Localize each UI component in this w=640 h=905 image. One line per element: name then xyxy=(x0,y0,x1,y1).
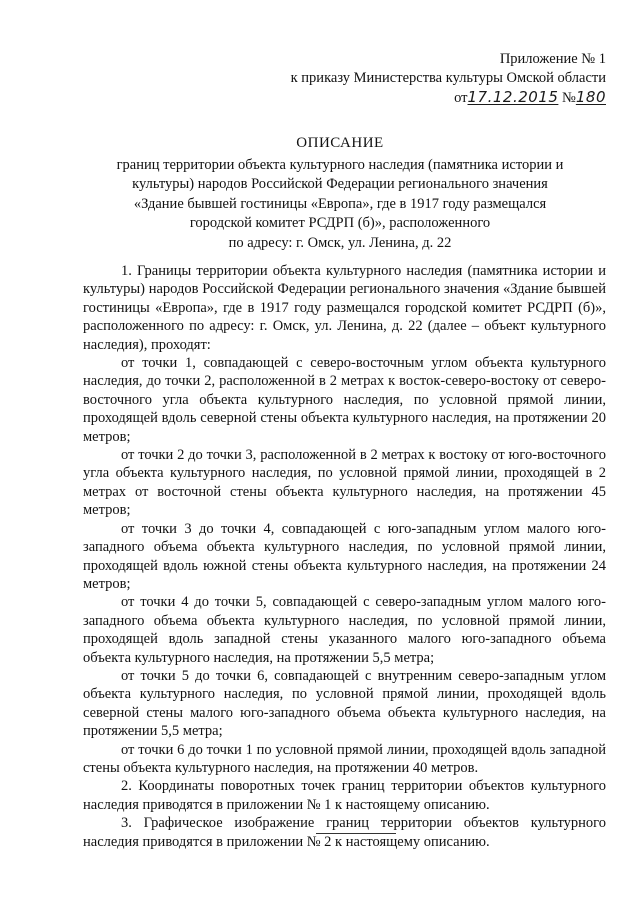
appendix-number: Приложение № 1 xyxy=(499,51,606,67)
title-line: городской комитет РСДРП (б)», расположенного xyxy=(189,215,491,231)
paragraph-segment-2-3: от точки 2 до точки 3, расположенной в 2 метрах к востоку от юго-восточного угла объекта культурного наследия, по условной прямой линии, проходящей в 2 метрах от восточной стены объекта культурного наследия, на протяжении 45 метров; xyxy=(83,447,606,519)
end-divider xyxy=(316,833,396,834)
date-prefix: от xyxy=(454,90,468,106)
paragraph-graphic-image: 3. Графическое изображение границ территории объектов культурного наследия приводятся в приложении № 2 к настоящему описанию. xyxy=(83,815,606,850)
paragraph-segment-6-1: от точки 6 до точки 1 по условной прямой линии, проходящей вдоль западной стены объекта культурного наследия, на протяжении 40 метров. xyxy=(83,741,606,776)
appendix-order-reference: к приказу Министерства культуры Омской области xyxy=(290,70,606,86)
title-line: культуры) народов Российской Федерации регионального значения xyxy=(132,176,548,192)
paragraph-segment-1-2: от точки 1, совпадающей с северо-восточным углом объекта культурного наследия, до точки 2, расположенной в 2 метрах к восток-северо-востоку от северо-восточного угла объекта культурного наследия, по условной прямой линии, проходящей вдоль северной стены объекта культурного наследия, на протяжении 20 метров; xyxy=(83,355,606,445)
appendix-header xyxy=(291,50,606,108)
title-heading: ОПИСАНИЕ xyxy=(296,135,384,151)
number-prefix: № xyxy=(562,90,576,106)
handwritten-order-number: 180 xyxy=(575,88,606,106)
title-line: по адресу: г. Омск, ул. Ленина, д. 22 xyxy=(228,234,452,251)
title-line: «Здание бывшей гостиницы «Европа», где в 1917 году размещался xyxy=(133,195,547,212)
paragraph-segment-3-4: от точки 3 до точки 4, совпадающей с юго-западным углом малого юго-западного объема объекта культурного наследия, по условной прямой линии, проходящей вдоль южной стены объекта культурного наследия, на протяжении 24 метров; xyxy=(83,520,606,592)
appendix-date-line xyxy=(291,88,606,108)
title-line: границ территории объекта культурного наследия (памятника истории и xyxy=(116,156,564,173)
handwritten-date: 17.12.2015 xyxy=(467,88,559,106)
document-title xyxy=(80,134,600,253)
paragraph-segment-5-6: от точки 5 до точки 6, совпадающей с внутренним северо-западным углом объекта культурного наследия, по условной прямой линии, проходящей вдоль северной стены малого юго-западного объема объекта культурного наследия, на протяжении 5,5 метра; xyxy=(83,667,606,740)
document-body xyxy=(83,262,606,851)
paragraph-coordinates: 2. Координаты поворотных точек границ территории объектов культурного наследия приводятся в приложении № 1 к настоящему описанию. xyxy=(83,778,606,813)
paragraph-segment-4-5: от точки 4 до точки 5, совпадающей с северо-западным углом малого юго-западного объема объекта культурного наследия, по условной прямой линии, проходящей вдоль западной стены указанного малого юго-западного объема объекта культурного наследия, на протяжении 5,5 метра; xyxy=(83,594,606,666)
paragraph-boundaries-intro: 1. Границы территории объекта культурного наследия (памятника истории и культуры) народов Российской Федерации регионального значения «Здание бывшей гостиницы «Европа», где в 1917 году размещался городской комитет РСДРП (б)», расположенного по адресу: г. Омск, ул. Ленина, д. 22 (далее – объект культурного наследия), проходят: xyxy=(83,263,606,353)
